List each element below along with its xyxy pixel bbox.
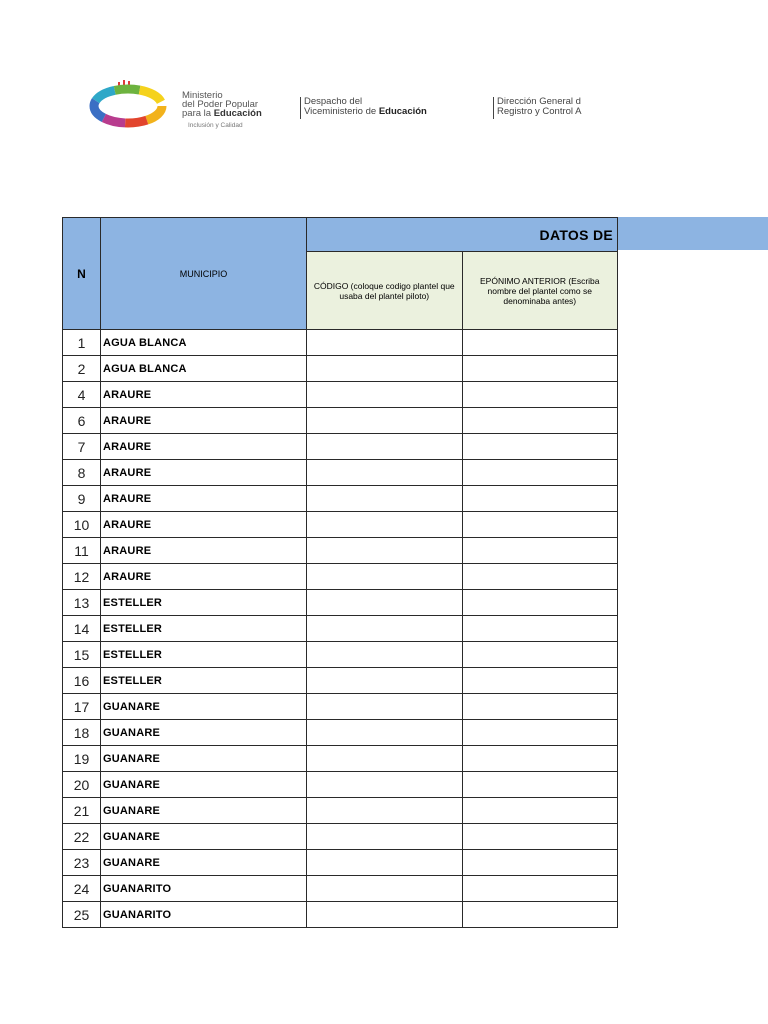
row-eponimo-cell[interactable]: [462, 694, 618, 720]
table-row: [63, 876, 618, 902]
column-header-codigo: CÓDIGO (coloque codigo plantel que usaba del plantel piloto): [307, 252, 463, 330]
column-header-municipio: MUNICIPIO: [101, 218, 307, 330]
row-municipio: AGUA BLANCA: [101, 356, 307, 382]
row-codigo-cell[interactable]: [307, 746, 463, 772]
row-municipio: GUANARE: [101, 694, 307, 720]
table-row: [63, 746, 618, 772]
row-number: 9: [63, 486, 101, 512]
row-codigo-cell[interactable]: [307, 408, 463, 434]
row-codigo-cell[interactable]: [307, 798, 463, 824]
row-municipio: ARAURE: [101, 408, 307, 434]
row-number: 13: [63, 590, 101, 616]
despacho-line-2: Viceministerio de: [304, 106, 377, 117]
row-eponimo-cell[interactable]: [462, 434, 618, 460]
row-eponimo-cell[interactable]: [462, 356, 618, 382]
row-number: 19: [63, 746, 101, 772]
column-header-n: N: [63, 218, 101, 330]
row-number: 23: [63, 850, 101, 876]
row-number: 24: [63, 876, 101, 902]
row-number: 25: [63, 902, 101, 928]
table-row: [63, 382, 618, 408]
row-municipio: ARAURE: [101, 512, 307, 538]
row-eponimo-cell[interactable]: [462, 330, 618, 356]
header-band-extension: [618, 217, 768, 250]
table-row: [63, 772, 618, 798]
row-number: 2: [63, 356, 101, 382]
row-codigo-cell[interactable]: [307, 512, 463, 538]
despacho-line-1: Despacho del: [304, 96, 363, 107]
row-codigo-cell[interactable]: [307, 642, 463, 668]
row-eponimo-cell[interactable]: [462, 538, 618, 564]
row-codigo-cell[interactable]: [307, 694, 463, 720]
row-eponimo-cell[interactable]: [462, 720, 618, 746]
table-row: [63, 512, 618, 538]
row-municipio: ARAURE: [101, 382, 307, 408]
row-codigo-cell[interactable]: [307, 460, 463, 486]
table-row: [63, 408, 618, 434]
table-row: [63, 460, 618, 486]
row-eponimo-cell[interactable]: [462, 902, 618, 928]
row-number: 22: [63, 824, 101, 850]
row-eponimo-cell[interactable]: [462, 382, 618, 408]
row-eponimo-cell[interactable]: [462, 616, 618, 642]
table-row: [63, 720, 618, 746]
row-codigo-cell[interactable]: [307, 486, 463, 512]
row-number: 11: [63, 538, 101, 564]
row-codigo-cell[interactable]: [307, 720, 463, 746]
row-eponimo-cell[interactable]: [462, 824, 618, 850]
row-municipio: GUANARE: [101, 720, 307, 746]
table-row: [63, 642, 618, 668]
table-row: [63, 564, 618, 590]
row-municipio: ESTELLER: [101, 590, 307, 616]
table-row: [63, 486, 618, 512]
direccion-line-1: Dirección General d: [497, 96, 581, 107]
table-row: [63, 824, 618, 850]
despacho-block: [300, 97, 427, 119]
row-municipio: ARAURE: [101, 564, 307, 590]
row-number: 17: [63, 694, 101, 720]
row-number: 16: [63, 668, 101, 694]
ministry-logo-icon: [88, 80, 176, 128]
column-header-eponimo: EPÓNIMO ANTERIOR (Escriba nombre del plantel como se denominaba antes): [462, 252, 618, 330]
row-number: 21: [63, 798, 101, 824]
row-number: 7: [63, 434, 101, 460]
row-codigo-cell[interactable]: [307, 330, 463, 356]
table-row: [63, 798, 618, 824]
row-eponimo-cell[interactable]: [462, 798, 618, 824]
row-number: 12: [63, 564, 101, 590]
document-header: [88, 76, 616, 132]
row-eponimo-cell[interactable]: [462, 460, 618, 486]
row-codigo-cell[interactable]: [307, 434, 463, 460]
row-eponimo-cell[interactable]: [462, 486, 618, 512]
table-row: [63, 850, 618, 876]
table-row: [63, 356, 618, 382]
row-municipio: ESTELLER: [101, 668, 307, 694]
direccion-line-2: Registro y Control A: [497, 106, 582, 117]
row-number: 20: [63, 772, 101, 798]
row-codigo-cell[interactable]: [307, 876, 463, 902]
ministry-line-3: para la: [182, 108, 212, 119]
row-eponimo-cell[interactable]: [462, 746, 618, 772]
row-codigo-cell[interactable]: [307, 564, 463, 590]
row-codigo-cell[interactable]: [307, 356, 463, 382]
row-municipio: AGUA BLANCA: [101, 330, 307, 356]
row-eponimo-cell[interactable]: [462, 668, 618, 694]
row-eponimo-cell[interactable]: [462, 876, 618, 902]
row-number: 4: [63, 382, 101, 408]
row-number: 1: [63, 330, 101, 356]
row-eponimo-cell[interactable]: [462, 590, 618, 616]
row-municipio: GUANARE: [101, 746, 307, 772]
row-eponimo-cell[interactable]: [462, 850, 618, 876]
row-municipio: GUANARE: [101, 824, 307, 850]
row-eponimo-cell[interactable]: [462, 512, 618, 538]
row-eponimo-cell[interactable]: [462, 642, 618, 668]
row-municipio: GUANARITO: [101, 876, 307, 902]
table-row: [63, 538, 618, 564]
row-number: 14: [63, 616, 101, 642]
ministry-line-1: Ministerio: [182, 90, 223, 101]
table-row: [63, 616, 618, 642]
table-row: [63, 434, 618, 460]
table-row: [63, 902, 618, 928]
row-codigo-cell[interactable]: [307, 668, 463, 694]
row-codigo-cell[interactable]: [307, 850, 463, 876]
row-codigo-cell[interactable]: [307, 902, 463, 928]
direccion-block: [493, 97, 581, 119]
despacho-education: Educación: [378, 106, 427, 117]
row-number: 15: [63, 642, 101, 668]
ministry-tagline: Inclusión y Calidad: [188, 122, 243, 129]
ministry-name: [182, 91, 300, 130]
table-row: [63, 668, 618, 694]
row-municipio: ARAURE: [101, 434, 307, 460]
row-number: 10: [63, 512, 101, 538]
data-table-container: [62, 217, 618, 928]
row-codigo-cell[interactable]: [307, 772, 463, 798]
table-row: [63, 330, 618, 356]
row-codigo-cell[interactable]: [307, 616, 463, 642]
plantel-table: [62, 217, 618, 928]
ministry-line-2: del Poder Popular: [182, 99, 259, 110]
row-codigo-cell[interactable]: [307, 382, 463, 408]
table-row: [63, 590, 618, 616]
table-row: [63, 694, 618, 720]
row-municipio: ARAURE: [101, 486, 307, 512]
row-number: 6: [63, 408, 101, 434]
row-municipio: ARAURE: [101, 538, 307, 564]
row-eponimo-cell[interactable]: [462, 772, 618, 798]
group-header-datos: DATOS DE: [307, 218, 618, 252]
row-municipio: ESTELLER: [101, 616, 307, 642]
row-municipio: GUANARE: [101, 798, 307, 824]
row-codigo-cell[interactable]: [307, 824, 463, 850]
row-municipio: ARAURE: [101, 460, 307, 486]
ministry-education: Educación: [213, 108, 262, 119]
row-municipio: GUANARE: [101, 850, 307, 876]
row-municipio: GUANARITO: [101, 902, 307, 928]
row-municipio: ESTELLER: [101, 642, 307, 668]
row-codigo-cell[interactable]: [307, 590, 463, 616]
table-body: [63, 330, 618, 928]
row-codigo-cell[interactable]: [307, 538, 463, 564]
row-municipio: GUANARE: [101, 772, 307, 798]
row-eponimo-cell[interactable]: [462, 564, 618, 590]
row-eponimo-cell[interactable]: [462, 408, 618, 434]
row-number: 8: [63, 460, 101, 486]
row-number: 18: [63, 720, 101, 746]
